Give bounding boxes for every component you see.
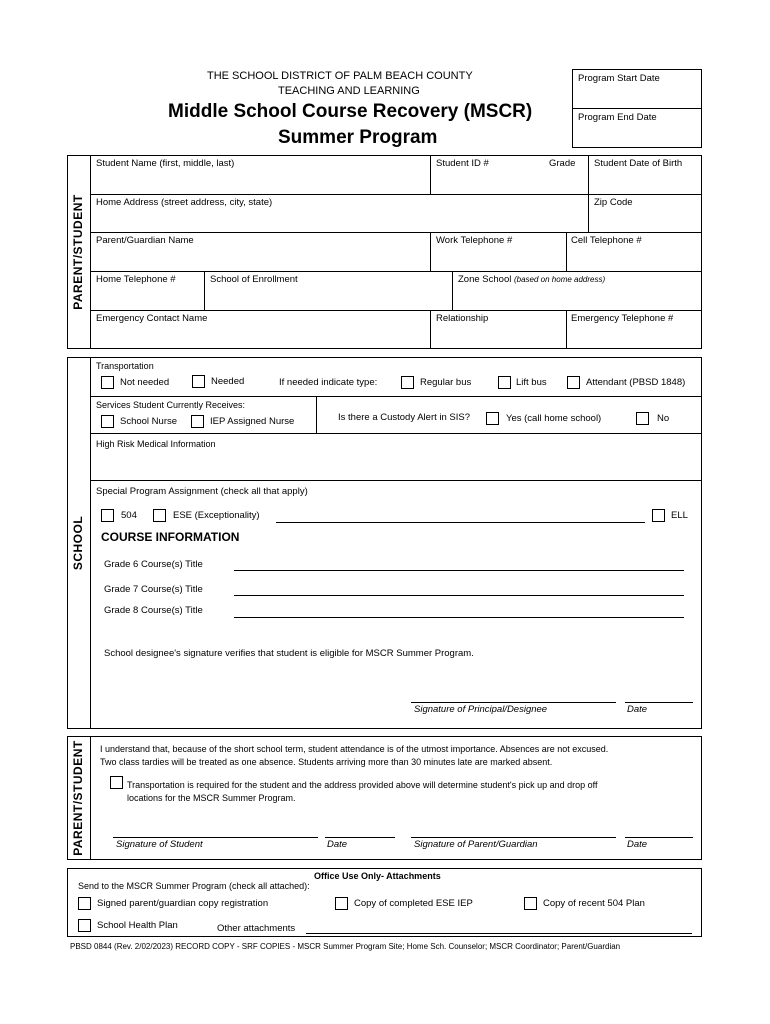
district-name: THE SCHOOL DISTRICT OF PALM BEACH COUNTY: [207, 70, 473, 82]
school-nurse-label: School Nurse: [120, 416, 178, 427]
transportation-label: Transportation: [96, 361, 154, 371]
student-signature-line[interactable]: [113, 837, 318, 838]
grade6-line[interactable]: [234, 570, 684, 571]
home-address-field[interactable]: Home Address (street address, city, state): [96, 197, 273, 208]
guardian-name-field[interactable]: Parent/Guardian Name: [96, 235, 194, 246]
iep-nurse-label: IEP Assigned Nurse: [210, 416, 295, 427]
needed-checkbox[interactable]: [192, 375, 205, 388]
lift-bus-label: Lift bus: [516, 377, 547, 388]
course-information-heading: COURSE INFORMATION: [101, 530, 240, 544]
agreement-line1: I understand that, because of the short school term, student attendance is of the utmost importance. Absences are not excused.: [100, 744, 609, 754]
plan-504-checkbox[interactable]: [524, 897, 537, 910]
parent-date-line[interactable]: [625, 837, 693, 838]
school-side-label: SCHOOL: [71, 515, 85, 571]
parent-student-side-label: PARENT/STUDENT: [71, 194, 85, 310]
work-phone-field[interactable]: Work Telephone #: [436, 235, 513, 246]
ell-label: ELL: [671, 510, 688, 521]
signed-registration-label: Signed parent/guardian copy registration: [97, 898, 269, 909]
form-footer: PBSD 0844 (Rev. 2/02/2023) RECORD COPY - SRF COPIES - MSCR Summer Program Site; Home Sch. Counselor; MSCR Coordinator; Parent/Guardian: [70, 942, 621, 951]
parent-signature-label: Signature of Parent/Guardian: [414, 839, 538, 850]
principal-signature-line[interactable]: [411, 702, 616, 703]
grade8-line[interactable]: [234, 617, 684, 618]
relationship-field[interactable]: Relationship: [436, 313, 489, 324]
regular-bus-checkbox[interactable]: [401, 376, 414, 389]
department-name: TEACHING AND LEARNING: [278, 85, 420, 97]
custody-no-checkbox[interactable]: [636, 412, 649, 425]
other-attachments-label: Other attachments: [217, 923, 296, 934]
needed-label: Needed: [211, 376, 245, 387]
zone-school-note: (based on home address): [513, 275, 606, 284]
emergency-phone-field[interactable]: Emergency Telephone #: [571, 313, 674, 324]
services-label: Services Student Currently Receives:: [96, 400, 246, 410]
student-date-label: Date: [327, 839, 348, 850]
medical-info-field[interactable]: High Risk Medical Information: [96, 439, 216, 449]
grade7-line[interactable]: [234, 595, 684, 596]
ese-checkbox[interactable]: [153, 509, 166, 522]
parent-signature-line[interactable]: [411, 837, 616, 838]
other-attachments-line[interactable]: [306, 933, 692, 934]
if-needed-label: If needed indicate type:: [279, 377, 378, 388]
designee-note: School designee's signature verifies that student is eligible for MSCR Summer Program.: [104, 648, 474, 659]
regular-bus-label: Regular bus: [420, 377, 472, 388]
parent-date-label: Date: [627, 839, 648, 850]
ese-label: ESE (Exceptionality): [173, 510, 260, 521]
ese-line[interactable]: [276, 522, 645, 523]
program-end-date-field[interactable]: Program End Date: [578, 112, 657, 123]
not-needed-label: Not needed: [120, 377, 170, 388]
office-use-title: Office Use Only- Attachments: [314, 871, 441, 881]
agreement-side-label: PARENT/STUDENT: [71, 740, 85, 856]
custody-no-label: No: [657, 413, 670, 424]
form-title: Middle School Course Recovery (MSCR): [168, 101, 533, 122]
special-program-label: Special Program Assignment (check all that apply): [96, 486, 308, 497]
transport-note-line1: Transportation is required for the student and the address provided above will determine student's pick up and drop off: [127, 780, 598, 790]
ese-iep-checkbox[interactable]: [335, 897, 348, 910]
custody-alert-label: Is there a Custody Alert in SIS?: [338, 412, 471, 423]
student-id-field[interactable]: Student ID #: [436, 158, 489, 169]
not-needed-checkbox[interactable]: [101, 376, 114, 389]
home-phone-field[interactable]: Home Telephone #: [96, 274, 176, 285]
grade7-label: Grade 7 Course(s) Title: [104, 584, 203, 595]
cell-phone-field[interactable]: Cell Telephone #: [571, 235, 642, 246]
plan-504-label: Copy of recent 504 Plan: [543, 898, 645, 909]
transport-note-line2: locations for the MSCR Summer Program.: [127, 793, 296, 803]
transportation-required-checkbox[interactable]: [110, 776, 123, 789]
504-checkbox[interactable]: [101, 509, 114, 522]
emergency-contact-field[interactable]: Emergency Contact Name: [96, 313, 208, 324]
student-signature-label: Signature of Student: [116, 839, 203, 850]
grade6-label: Grade 6 Course(s) Title: [104, 559, 203, 570]
health-plan-checkbox[interactable]: [78, 919, 91, 932]
health-plan-label: School Health Plan: [97, 920, 178, 931]
school-of-enrollment-field[interactable]: School of Enrollment: [210, 274, 298, 285]
program-start-date-field[interactable]: Program Start Date: [578, 73, 660, 84]
principal-date-label: Date: [627, 704, 648, 715]
agreement-line2: Two class tardies will be treated as one absence. Students arriving more than 30 minutes late are marked absent.: [100, 757, 553, 767]
zip-code-field[interactable]: Zip Code: [594, 197, 633, 208]
iep-nurse-checkbox[interactable]: [191, 415, 204, 428]
student-dob-field[interactable]: Student Date of Birth: [594, 158, 683, 169]
school-nurse-checkbox[interactable]: [101, 415, 114, 428]
send-attachments-label: Send to the MSCR Summer Program (check all attached):: [78, 881, 310, 891]
grade-field[interactable]: Grade: [549, 158, 576, 169]
student-date-line[interactable]: [325, 837, 395, 838]
attendant-label: Attendant (PBSD 1848): [586, 377, 686, 388]
student-name-field[interactable]: Student Name (first, middle, last): [96, 158, 235, 169]
custody-yes-checkbox[interactable]: [486, 412, 499, 425]
lift-bus-checkbox[interactable]: [498, 376, 511, 389]
ese-iep-label: Copy of completed ESE IEP: [354, 898, 473, 909]
zone-school-field[interactable]: Zone School (based on home address): [458, 274, 606, 285]
principal-signature-label: Signature of Principal/Designee: [414, 704, 548, 715]
signed-registration-checkbox[interactable]: [78, 897, 91, 910]
attendant-checkbox[interactable]: [567, 376, 580, 389]
ell-checkbox[interactable]: [652, 509, 665, 522]
form-subtitle: Summer Program: [278, 127, 438, 148]
principal-date-line[interactable]: [625, 702, 693, 703]
504-label: 504: [121, 510, 137, 521]
grade8-label: Grade 8 Course(s) Title: [104, 605, 203, 616]
custody-yes-label: Yes (call home school): [506, 413, 602, 424]
